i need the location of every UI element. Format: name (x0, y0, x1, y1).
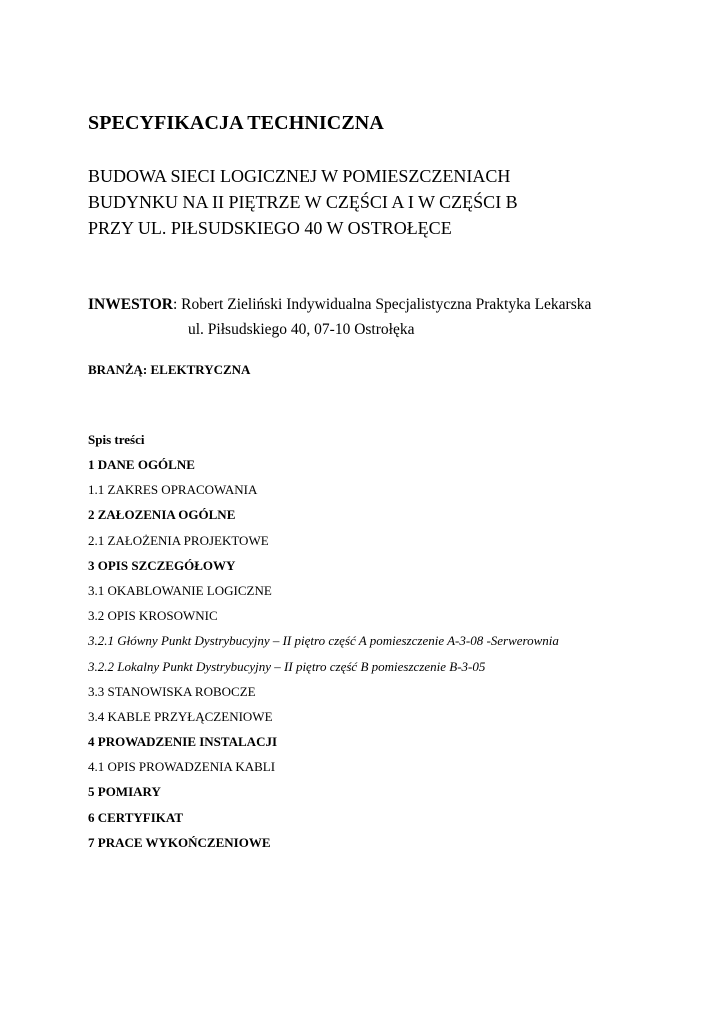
investor-name: : Robert Zieliński Indywidualna Specjalistyczna Praktyka Lekarska (173, 296, 592, 313)
toc-item[interactable]: 3.2.1 Główny Punkt Dystrybucyjny – II piętro część A pomieszczenie A-3-08 -Serwerownia (88, 633, 559, 649)
toc-item[interactable]: 1 DANE OGÓLNE (88, 457, 195, 472)
investor-block (88, 292, 591, 342)
toc-item[interactable]: 5 POMIARY (88, 784, 161, 800)
subtitle-line: BUDYNKU NA II PIĘTRZE W CZĘŚCI A I W CZĘŚCI B (88, 192, 518, 212)
toc-item[interactable]: 3 OPIS SZCZEGÓŁOWY (88, 557, 236, 573)
document-title: SPECYFIKACJA TECHNICZNA (88, 112, 384, 134)
toc-item[interactable]: 2 ZAŁOZENIA OGÓLNE (88, 507, 236, 523)
toc-item[interactable]: 3.4 KABLE PRZYŁĄCZENIOWE (88, 708, 273, 724)
investor-line (88, 292, 591, 317)
toc-heading: Spis treści (88, 432, 145, 447)
toc-item[interactable]: 3.1 OKABLOWANIE LOGICZNE (88, 582, 272, 598)
table-of-contents (88, 427, 559, 855)
toc-item[interactable]: 4 PROWADZENIE INSTALACJI (88, 734, 278, 750)
subtitle-line: BUDOWA SIECI LOGICZNEJ W POMIESZCZENIACH (88, 166, 511, 186)
toc-list (88, 452, 559, 855)
toc-item[interactable]: 4.1 OPIS PROWADZENIA KABLI (88, 759, 276, 775)
branch-label: BRANŻĄ: ELEKTRYCZNA (88, 362, 251, 377)
investor-label: INWESTOR (88, 296, 173, 313)
investor-address: ul. Piłsudskiego 40, 07-10 Ostrołęka (188, 321, 415, 338)
subtitle-line: PRZY UL. PIŁSUDSKIEGO 40 W OSTROŁĘCE (88, 218, 452, 238)
toc-item[interactable]: 3.2 OPIS KROSOWNIC (88, 608, 218, 624)
toc-item[interactable]: 3.2.2 Lokalny Punkt Dystrybucyjny – II piętro część B pomieszczenie B-3-05 (88, 658, 486, 674)
document-subtitle (88, 163, 518, 241)
toc-item[interactable]: 2.1 ZAŁOŻENIA PROJEKTOWE (88, 532, 269, 548)
toc-item[interactable]: 3.3 STANOWISKA ROBOCZE (88, 683, 256, 699)
toc-item[interactable]: 1.1 ZAKRES OPRACOWANIA (88, 482, 258, 498)
toc-item[interactable]: 6 CERTYFIKAT (88, 809, 184, 825)
toc-item[interactable]: 7 PRACE WYKOŃCZENIOWE (88, 834, 271, 850)
